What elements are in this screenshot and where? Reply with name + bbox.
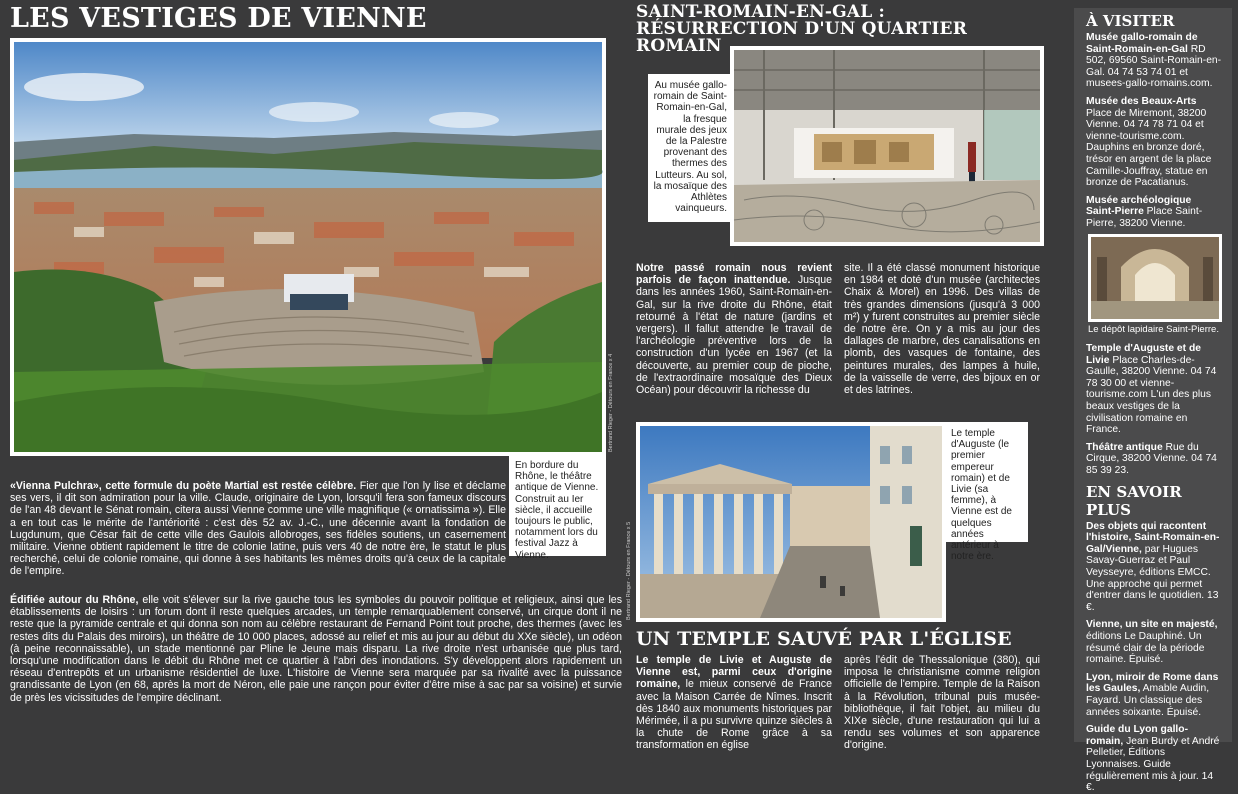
visit-item-detail: RD 502, 69560 Saint-Romain-en-Gal. 04 74 53 74 01 et musees-gallo-romains.com.	[1086, 43, 1222, 90]
museum-caption	[648, 74, 732, 222]
temple-photo-credit: Bertrand Rieger - Détours en France x 5	[626, 521, 632, 620]
temple-col1	[636, 654, 832, 752]
visit-item	[1086, 442, 1222, 477]
section-title-temple: UN TEMPLE SAUVÉ PAR L'ÉGLISE	[636, 628, 1012, 650]
visit-item	[1086, 32, 1222, 90]
title-line-2: RÉSURRECTION D'UN QUARTIER	[636, 19, 968, 39]
intro-body: Fier que l'on ly lise et déclame ses vers, il dit son admiration pour la ville. Claude, originaire de Lyon, lorsqu'il fera son fameux discours de l'an 48 devant le Sénat romain, citera aussi Vienne comme une ville magnifique (« ornatissima »). Elle a en tout cas le mérite de l'antériorité : c'est dès 52 av. J.-C., une décennie avant la fondation de Lugdunum, que César fait de cette ville des Gaulois allobroges, ses fidèles soutiens, un casernement militaire. Vienne obtient rapidement le titre de colonie latine, puis vers 40 de notre ère, le statut le plus recherché, celui de colonie romaine, qui donne à ses habitants les mêmes droits qu'à ceux de la capitale de l'empire.	[10, 480, 506, 578]
theatre-caption	[509, 456, 606, 561]
book-item-title: Lyon, miroir de Rome dans les Gaules,	[1086, 671, 1219, 695]
article-title: LES VESTIGES DE VIENNE	[10, 3, 427, 34]
saint-romain-col2: site. Il a été classé monument historique en 1984 et doté d'un musée (architectes Chaix & Morel) en 1996. Des villas de très grandes dimensions (jusqu'à 3 000 m²) y furent construites au premier siècle de notre ère. On y a mis au jour des dallages de marbre, des canalisations en plomb, des vasques de fontaine, des peintures murales, des lampes à huile, de la vaisselle de verre, des bijoux en or et des latrines.	[844, 262, 1040, 397]
visit-item	[1086, 343, 1222, 436]
rhone-body: elle voit s'élever sur la rive gauche tous les symboles du pouvoir politique et religieux, ainsi que les établissements de loisirs : un forum dont il reste quelques arcades, un temple remarquablement conservé, un cirque dont il ne reste que la pyramide centrale et qui donna son nom au célèbre restaurant de Fernand Point tout proche, des thermes (avec les restes dits du Palais des miroirs), un théâtre de 10 000 places, adossé au relief et mis au jour au début du XXe siècle), un odéon (à peine reconnaissable), un stade mentionné par Pline le Jeune mais disparu. La rive droite n'est urbanisée que plus tard, lorsqu'une modification dans le débit du Rhône met ce quartier à l'abri des inondations. S'y développent alors rapidement un réseau d'entrepôts et un urbanisme résidentiel de luxe. L'histoire de Vienne sera marquée par sa rivalité avec la puissance grandissante de Lyon (en 68, après la mort de Néron, elle paie une rançon pour éviter d'être mise à sac par sa voisine) et survie de près les vicissitudes de l'empire déclinant.	[10, 594, 622, 704]
temple-lead: Le temple de Livie et Auguste de Vienne est, parmi ceux d'origine romaine,	[636, 654, 832, 691]
visit-item-name: Temple d'Auguste et de Livie	[1086, 343, 1201, 366]
rhone-paragraph	[10, 594, 622, 704]
lapidary-photo	[1088, 234, 1222, 322]
book-item	[1086, 521, 1222, 614]
visit-item	[1086, 96, 1222, 189]
temple-col1-text: le mieux conservé de France avec la Maison Carrée de Nîmes. Inscrit dès 1840 aux monuments historiques par Mérimée, il a pu survivre quinze siècles à la chute de Rome grâce à sa transformation en église	[636, 678, 832, 752]
visit-item-name: Théâtre antique	[1086, 441, 1163, 453]
book-item	[1086, 619, 1222, 665]
sidebar-heading-visit: À VISITER	[1086, 12, 1175, 30]
museum-caption-text: Au musée gallo-romain de Saint-Romain-en-Gal, la fresque murale des jeux de la Palestre provenant des thermes des Lutteurs. Au sol, la mosaïque des Athlètes vainqueurs.	[653, 80, 727, 215]
visit-item-name: Musée gallo-romain de Saint-Romain-en-Gal	[1086, 32, 1198, 55]
temple-caption	[946, 422, 1028, 563]
title-line-1: SAINT-ROMAIN-EN-GAL :	[636, 2, 885, 22]
visit-item-detail: Place Charles-de-Gaulle, 38200 Vienne. 04 74 78 30 00 et vienne-tourisme.com L'un des plus beaux vestiges de la civilisation romaine en France.	[1086, 354, 1217, 436]
sidebar-heading-more: EN SAVOIR PLUS	[1086, 482, 1182, 519]
book-item-title: Guide du Lyon gallo-romain,	[1086, 724, 1189, 747]
temple-col2: après l'édit de Thessalonique (380), qui imposa le christianisme comme religion officielle de l'empire. Temple de la Raison à la Révolution, tribunal puis musée-bibliothèque, il fait l'objet, au milieu du XIXe siècle, d'une restauration qui lui a rendu ses volumes et son apparence d'origine.	[844, 654, 1040, 752]
vienne-aerial-photo	[10, 38, 606, 456]
temple-photo	[636, 422, 946, 622]
lapidary-photo-caption: Le dépôt lapidaire Saint-Pierre.	[1088, 323, 1219, 335]
theatre-caption-text: En bordure du Rhône, le théâtre antique de Vienne. Construit au Ier siècle, il accueille toujours le public, notamment lors du festival Jazz à Vienne.	[515, 460, 599, 561]
sidebar	[1074, 8, 1232, 794]
book-item-detail: Jean Burdy et André Pelletier, Éditions Lyonnaises. Guide régulièrement mis à jour. 14 €.	[1086, 735, 1220, 794]
rhone-lead: Édifiée autour du Rhône,	[10, 594, 139, 606]
visit-item-detail: Place de Miremont, 38200 Vienne. 04 74 78 71 04 et vienne-tourisme.com. Dauphins en bronze doré, trésor en argent de la place Camille-Jouffray, statue en bronze de Pacatianus.	[1086, 107, 1212, 189]
temple-caption-text: Le temple d'Auguste (le premier empereur romain) et de Livie (sa femme), à Vienne est de quelques années antérieur à notre ère.	[951, 428, 1012, 563]
saint-romain-lead: Notre passé romain nous revient parfois de façon inattendue.	[636, 262, 832, 287]
museum-photo	[730, 46, 1044, 246]
visit-item	[1086, 195, 1222, 230]
book-item-detail: éditions Le Dauphiné. Un résumé clair de la période romaine. Épuisé.	[1086, 630, 1205, 666]
visit-item-name: Musée des Beaux-Arts	[1086, 95, 1197, 107]
saint-romain-col1-text: Jusque dans les années 1960, Saint-Romain-en-Gal, sur la rive droite du Rhône, était retourné à l'état de nature (jardins et vergers). Il fallut attendre le travail de l'archéologie préventive lors de la construction d'un lycée en 1967 (et la découverte, au premier coup de pioche, de l'extraordinaire mosaïque des Dieux Océan) pour découvrir la richesse du	[636, 274, 832, 397]
book-item	[1086, 672, 1222, 718]
book-item-detail: par Hugues Savay-Guerraz et Paul Veysseyre, éditions EMCC. Une approche qui permet d'entrer dans le quotidien. 13 €.	[1086, 543, 1219, 613]
saint-romain-col1	[636, 262, 832, 396]
intro-lead: «Vienna Pulchra», cette formule du poète Martial est restée célèbre.	[10, 480, 357, 492]
book-item-detail: Amable Audin, Fayard. Un classique des années soixante. Épuisé.	[1086, 683, 1210, 718]
visit-item-detail: Place Saint-Pierre, 38200 Vienne.	[1086, 206, 1203, 229]
book-item-title: Vienne, un site en majesté,	[1086, 619, 1218, 631]
visit-item-name: Musée archéologique Saint-Pierre	[1086, 194, 1192, 218]
book-item-title: Des objets qui racontent l'histoire, Saint-Romain-en-Gal/Vienne,	[1086, 520, 1220, 555]
title-line-3: ROMAIN	[636, 36, 722, 56]
visit-item-detail: Rue du Cirque, 38200 Vienne. 04 74 85 39 23.	[1086, 441, 1217, 477]
photo-credit: Bertrand Rieger - Détours en France x 4	[608, 353, 614, 452]
intro-paragraph	[10, 480, 506, 578]
book-item	[1086, 724, 1222, 794]
